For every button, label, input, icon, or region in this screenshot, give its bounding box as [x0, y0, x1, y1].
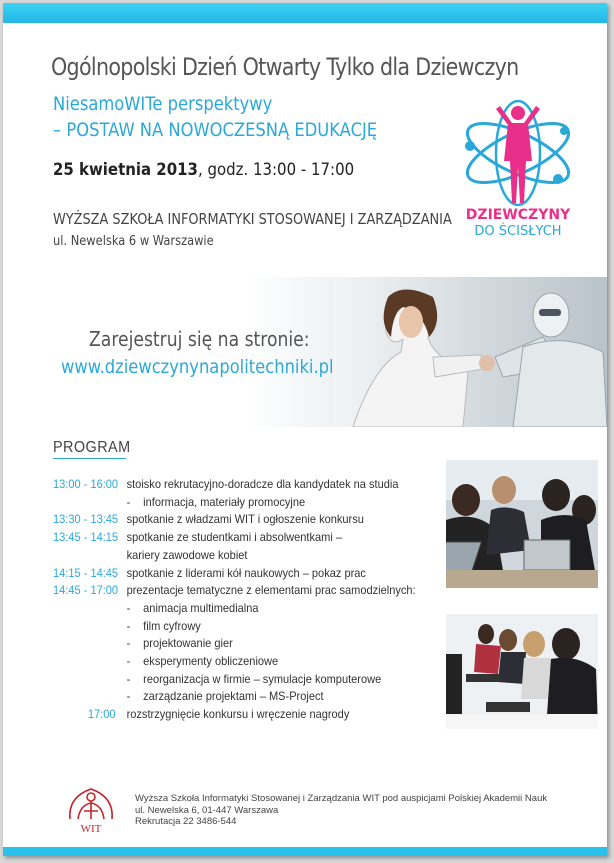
program-row	[53, 707, 349, 721]
program-row	[53, 512, 364, 526]
program-bullet: -	[126, 671, 131, 686]
program-text: projektowanie gier	[143, 636, 233, 651]
program-text: spotkanie z liderami kół naukowych – pokaz prac	[126, 565, 366, 580]
school-name: WYŻSZA SZKOŁA INFORMATYKI STOSOWANEJ I ZARZĄDZANIA	[53, 210, 452, 228]
logo-line-2: DO ŚCISŁYCH	[474, 224, 562, 239]
program-bullet: -	[126, 618, 131, 633]
program-bullet: -	[126, 600, 131, 615]
program-text: spotkanie ze studentkami i absolwentkami –	[126, 530, 342, 545]
program-row	[53, 601, 259, 615]
program-text: prezentacje tematyczne z elementami prac samodzielnych:	[126, 583, 416, 598]
program-text: spotkanie z władzami WIT i ogłoszenie konkursu	[126, 512, 364, 527]
woman-robot-illustration	[3, 277, 607, 427]
subtitle-1: NiesamoWITe perspektywy	[53, 93, 273, 115]
program-row	[53, 566, 366, 580]
poster	[3, 3, 607, 856]
program-heading-underline	[53, 458, 126, 459]
program-heading: PROGRAM	[53, 439, 131, 456]
program-time: 14:45 - 17:00	[53, 583, 119, 598]
program-bullet: -	[126, 654, 131, 668]
top-bar	[3, 3, 607, 23]
students-photo-2	[446, 614, 598, 729]
program-bullet: -	[126, 494, 131, 509]
program-text: informacja, materiały promocyjne	[143, 494, 306, 509]
program-time: 13:45 - 14:15	[53, 530, 119, 545]
footer-line-3: Rekrutacja 22 3486-544	[135, 816, 237, 827]
program-bullet: -	[126, 689, 131, 704]
event-date-hours: , godz. 13:00 - 17:00	[197, 160, 355, 180]
program-time: 14:15 - 14:45	[53, 565, 119, 580]
registration-label: Zarejestruj się na stronie:	[89, 327, 310, 351]
program-row	[53, 530, 342, 544]
program-text: kariery zawodowe kobiet	[126, 547, 248, 562]
program-row	[53, 619, 201, 633]
hero-banner	[3, 277, 607, 427]
bottom-bar	[3, 847, 607, 856]
program-row	[53, 495, 305, 509]
logo-line-1: DZIEWCZYNY	[465, 207, 571, 223]
footer-line-2: ul. Newelska 6, 01-447 Warszawa	[135, 805, 279, 816]
program-time: 13:00 - 16:00	[53, 477, 119, 491]
program-text: reorganizacja w firmie – symulacje komputerowe	[143, 671, 382, 686]
program-time: 13:30 - 13:45	[53, 512, 119, 527]
event-date	[53, 160, 354, 180]
school-address: ul. Newelska 6 w Warszawie	[53, 234, 214, 249]
footer-line-1: Wyższa Szkoła Informatyki Stosowanej i Zarządzania WIT pod auspicjami Polskiej Akademii Nauk	[135, 793, 548, 804]
wit-logo	[58, 779, 124, 837]
subtitle-2: – POSTAW NA NOWOCZESNĄ EDUKACJĘ	[53, 119, 378, 141]
page-title: Ogólnopolski Dzień Otwarty Tylko dla Dziewczyn	[51, 53, 519, 81]
program-text: zarządzanie projektami – MS-Project	[143, 689, 324, 704]
program-row	[53, 672, 381, 686]
registration-url[interactable]: www.dziewczynynapolitechniki.pl	[61, 356, 334, 378]
program-row	[53, 689, 324, 703]
program-bullet: -	[126, 636, 131, 651]
program-time: 17:00	[87, 707, 116, 722]
event-date-day: 25 kwietnia 2013	[53, 160, 198, 180]
program-text: animacja multimedialna	[143, 600, 259, 615]
wit-logo-text: WIT	[80, 823, 102, 835]
program-text: eksperymenty obliczeniowe	[143, 654, 279, 668]
program-text: stoisko rekrutacyjno-doradcze dla kandydatek na studia	[126, 477, 399, 491]
program-row	[53, 583, 416, 597]
program-row	[53, 654, 278, 668]
students-photo-1	[446, 460, 598, 588]
program-row	[53, 548, 247, 562]
program-row	[53, 477, 398, 491]
dziewczyny-logo	[458, 91, 578, 241]
program-row	[53, 636, 233, 650]
program-text: rozstrzygnięcie konkursu i wręczenie nagrody	[126, 707, 350, 722]
program-text: film cyfrowy	[143, 618, 201, 633]
